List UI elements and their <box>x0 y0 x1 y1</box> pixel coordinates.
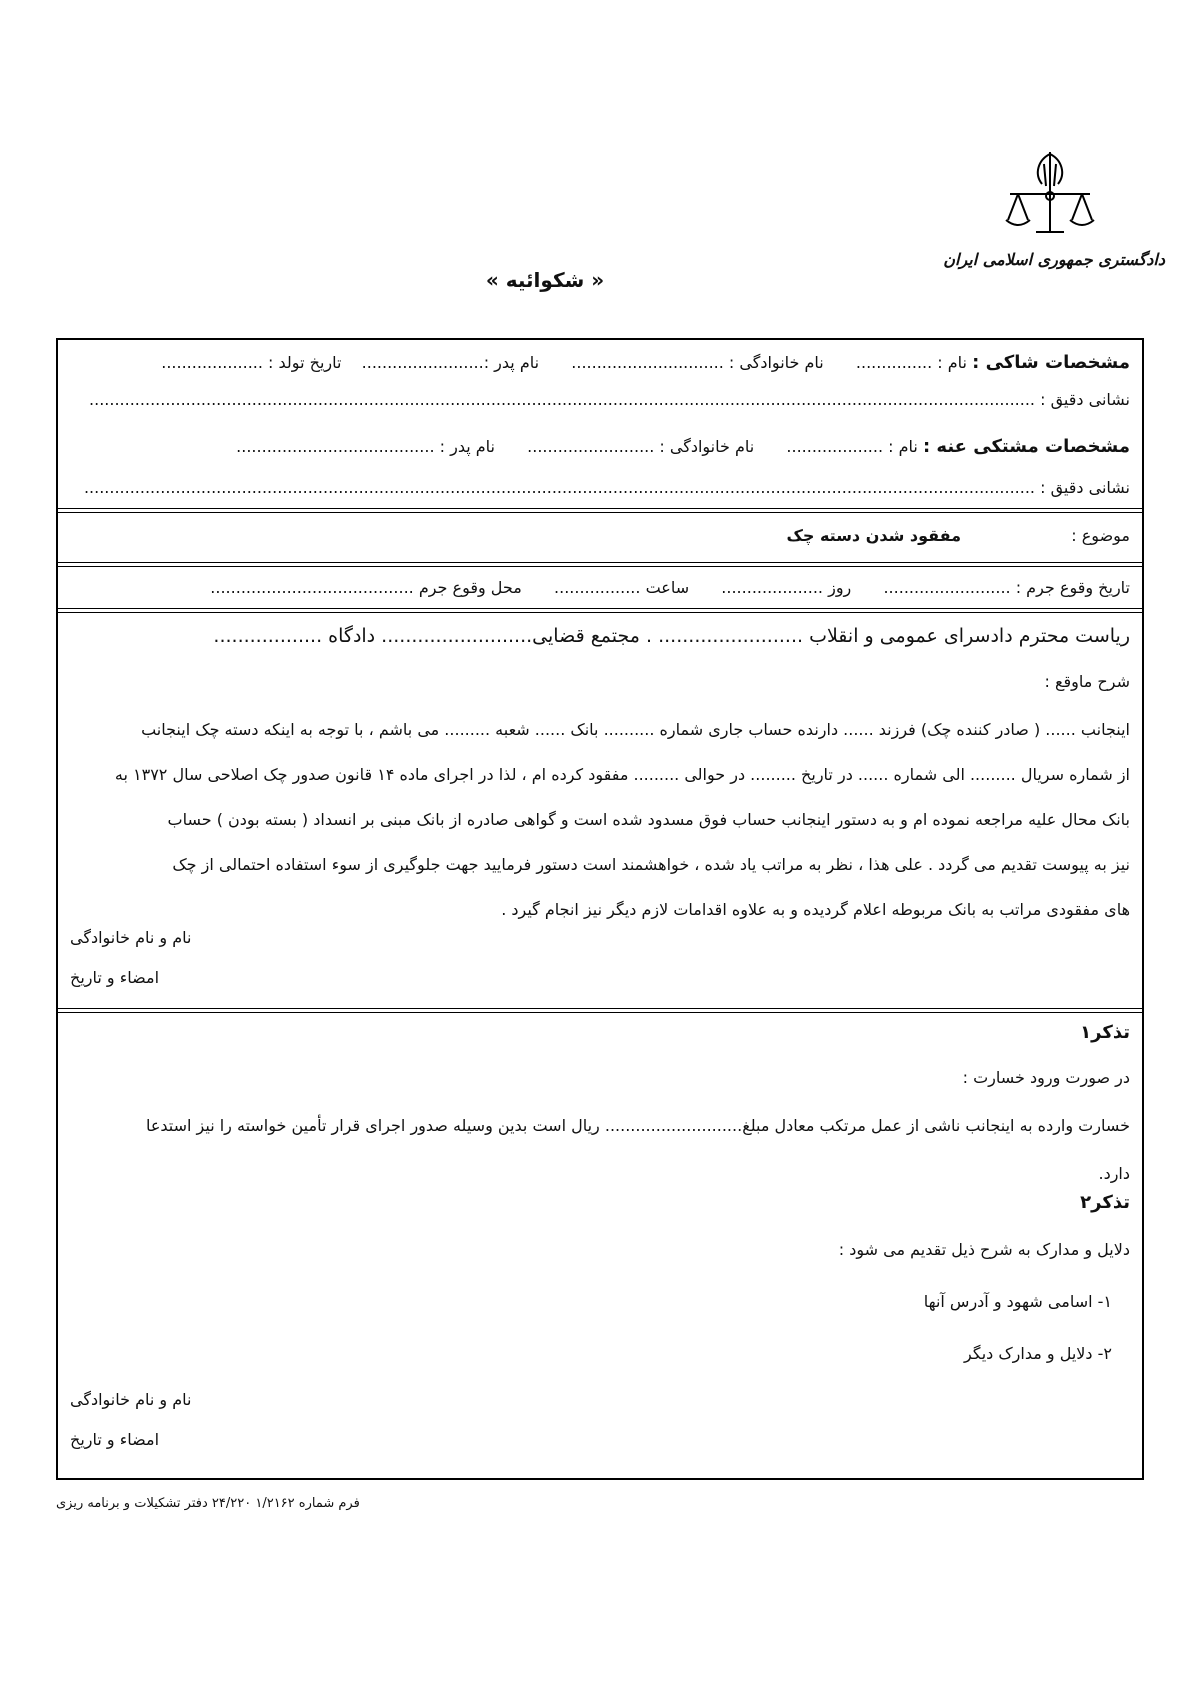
complainant-label: مشخصات شاکی : <box>972 352 1130 373</box>
accused-address-field[interactable]: نشانی دقیق : ........................................................................................................................................................................................... <box>83 478 1130 497</box>
section-divider <box>58 562 1142 567</box>
complainant-name-field[interactable]: نام : ............... <box>855 353 968 372</box>
complainant-family-field[interactable]: نام خانوادگی : .............................. <box>571 353 824 372</box>
iran-emblem-with-scales-icon <box>990 150 1110 240</box>
header-logo <box>935 150 1165 290</box>
accused-family-field[interactable]: نام خانوادگی : ......................... <box>527 437 755 456</box>
note1-title <box>70 1022 1130 1043</box>
complainant-address-field[interactable]: نشانی دقیق : .......................................................................................................................................................................................... <box>89 390 1130 409</box>
description-label: شرح ماوقع : <box>1044 672 1130 691</box>
incident-day-field[interactable]: روز .................... <box>721 578 852 597</box>
note1-text-line1[interactable]: خسارت وارده به اینجانب ناشی از عمل مرتکب معادل مبلغ........................... ریال است بدین وسیله صدور اجرای قرار تأمین خواسته را نیز استدعا <box>145 1116 1130 1135</box>
paragraph-line: اینجانب ...... ( صادر کننده چک) فرزند ...... دارنده حساب جاری شماره .......... بانک ...... شعبه ......... می باشم ، با توجه به اینکه دسته چک اینجانب <box>141 720 1130 739</box>
note2-intro: دلایل و مدارک به شرح ذیل تقدیم می شود : <box>838 1240 1130 1259</box>
paragraph-line: از شماره سریال ......... الی شماره ...... در تاریخ ......... در حوالی ......... مفقود کرده ام ، لذا در اجرای ماده ۱۴ قانون صدور چک اصلاحی سال ۱۳۷۲ به <box>114 765 1130 784</box>
accused-father-field[interactable]: نام پدر : ....................................... <box>236 437 495 456</box>
subject-row <box>70 526 1130 545</box>
signature-name-label: نام و نام خانوادگی <box>70 928 192 947</box>
accused-label: مشخصات مشتکی عنه : <box>922 436 1130 457</box>
note2-title <box>70 1192 1130 1213</box>
court-address-line[interactable]: ریاست محترم دادسرای عمومی و انقلاب ........................ . مجتمع قضایی......................... دادگاه .................. <box>213 625 1130 647</box>
form-number-footer: فرم شماره ۱/۲۱۶۲ ۲۴/۲۲۰ دفتر تشکیلات و برنامه ریزی <box>56 1496 360 1511</box>
subject-label: موضوع : <box>1071 526 1130 545</box>
paragraph-line: های مفقودی مراتب به بانک مربوطه اعلام گردیده و به علاوه اقدامات لازم دیگر نیز انجام گیرد . <box>501 900 1130 919</box>
organization-name: دادگستری جمهوری اسلامی ایران <box>943 250 1165 269</box>
signature-date-label: امضاء و تاریخ <box>70 968 160 987</box>
complaint-form <box>56 338 1144 1480</box>
incident-hour-field[interactable]: ساعت ................. <box>554 578 690 597</box>
note1-title-text: تذکر۱ <box>1080 1022 1130 1043</box>
complainant-birth-field[interactable]: تاریخ تولد : .................... <box>161 353 342 372</box>
note2-item-evidence: ۲- دلایل و مدارک دیگر <box>964 1344 1112 1363</box>
description-paragraph <box>70 716 1130 923</box>
note1-text-line2: دارد. <box>1098 1164 1130 1183</box>
complainant-row <box>70 352 1130 373</box>
paragraph-line: بانک محال علیه مراجعه نموده ام و به دستور اینجانب حساب فوق مسدود شده است و گواهی صادره از بانک مبنی بر انسداد ( بسته بودن ) حساب <box>167 810 1130 829</box>
section-divider <box>58 508 1142 513</box>
complainant-father-field[interactable]: نام پدر :........................ <box>361 353 540 372</box>
incident-place-field[interactable]: محل وقوع جرم ........................................ <box>210 578 522 597</box>
incident-date-field[interactable]: تاریخ وقوع جرم : ......................... <box>883 578 1130 597</box>
accused-name-field[interactable]: نام : ................... <box>786 437 918 456</box>
note2-item-witnesses: ۱- اسامی شهود و آدرس آنها <box>923 1292 1112 1311</box>
note2-title-text: تذکر۲ <box>1080 1192 1130 1213</box>
section-divider <box>58 608 1142 613</box>
accused-row <box>70 436 1130 457</box>
section-divider <box>58 1008 1142 1013</box>
paragraph-line: نیز به پیوست تقدیم می گردد . علی هذا ، نظر به مراتب یاد شده ، خواهشمند است دستور فرمایید جهت جلوگیری از سوء استفاده احتمالی از چک <box>172 855 1130 874</box>
incident-row <box>70 578 1130 597</box>
form-title: « شکوائیه » <box>485 268 605 292</box>
note1-condition: در صورت ورود خسارت : <box>962 1068 1130 1087</box>
signature-name-label: نام و نام خانوادگی <box>70 1390 192 1409</box>
signature-date-label: امضاء و تاریخ <box>70 1430 160 1449</box>
subject-value: مفقود شدن دسته چک <box>786 526 962 545</box>
